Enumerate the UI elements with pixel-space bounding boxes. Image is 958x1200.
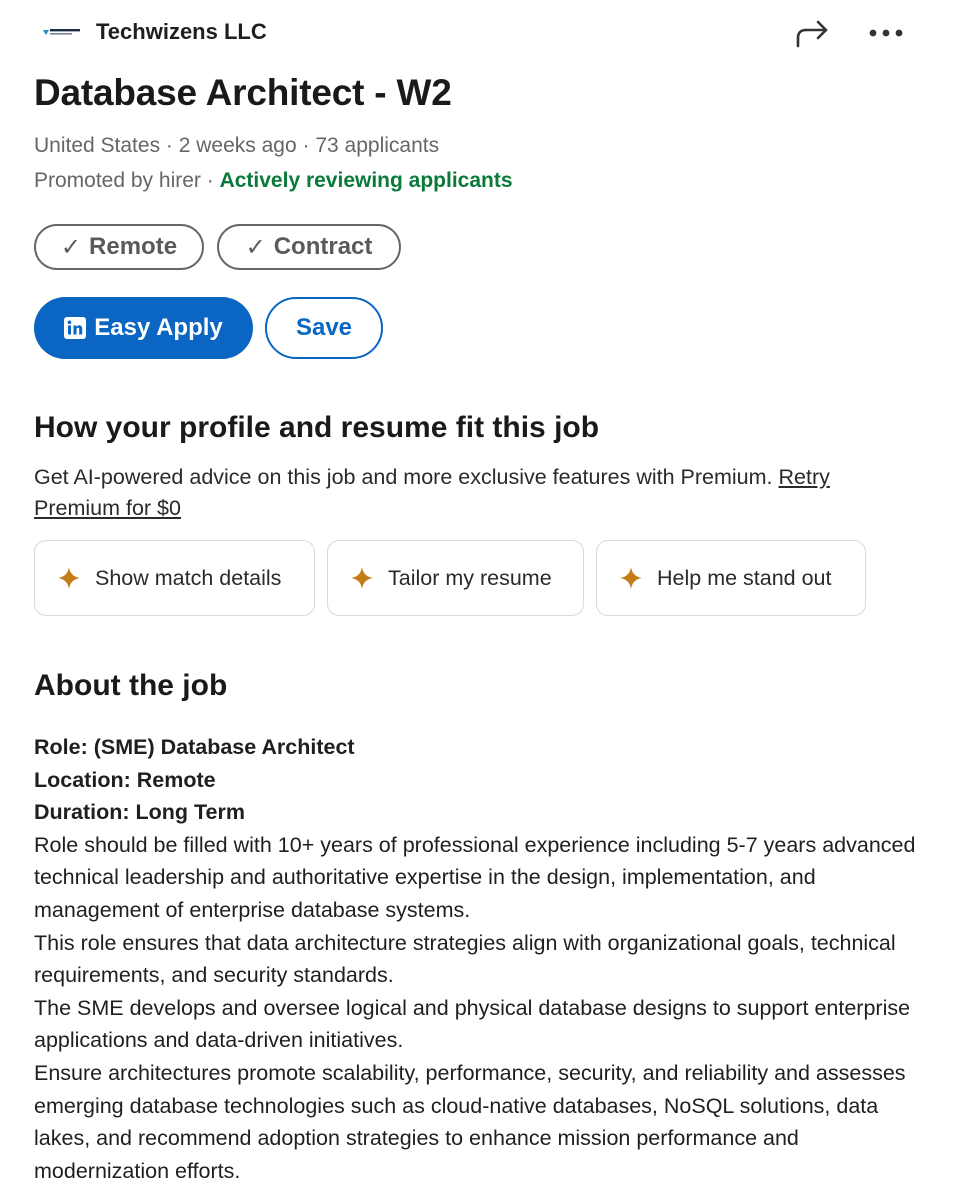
meta-separator: · [200, 169, 220, 192]
share-arrow-icon[interactable] [792, 16, 832, 50]
check-icon: ✓ [245, 233, 266, 261]
job-title: Database Architect - W2 [34, 72, 452, 113]
check-icon: ✓ [60, 233, 82, 261]
meta-separator: · [160, 134, 179, 157]
job-meta [34, 134, 439, 158]
card-label: Show match details [95, 565, 282, 590]
meta-separator: · [296, 134, 316, 157]
linkedin-icon [64, 317, 86, 339]
fit-heading: How your profile and resume fit this job [34, 411, 600, 444]
help-stand-out-button[interactable] [596, 540, 866, 616]
role-line: Role: (SME) Database Architect [34, 735, 355, 759]
company-logo[interactable] [40, 20, 82, 44]
retry-premium-link[interactable]: Retry Premium for $0 [34, 465, 830, 520]
premium-description [34, 462, 914, 524]
promoted-label: Promoted by hirer [34, 169, 201, 192]
description-paragraph: This role ensures that data architecture strategies align with organizational goals, technical requirements, and security standards. [34, 930, 896, 988]
company-name[interactable]: Techwizens LLC [96, 19, 267, 44]
location-line: Location: Remote [34, 767, 216, 792]
card-label: Help me stand out [657, 565, 832, 590]
sparkle-icon [619, 566, 643, 590]
show-match-details-button[interactable] [34, 540, 315, 616]
job-description [34, 731, 934, 1187]
save-button[interactable]: Save [265, 297, 383, 359]
easy-apply-label: Easy Apply [94, 314, 223, 341]
contract-tag[interactable] [217, 224, 401, 270]
job-location: United States [34, 134, 161, 157]
posted-time: 2 weeks ago [178, 134, 297, 157]
applicant-count: 73 applicants [315, 134, 440, 157]
sparkle-icon [350, 566, 374, 590]
tag-label: Remote [89, 233, 178, 260]
tailor-resume-button[interactable] [327, 540, 584, 616]
remote-tag[interactable] [34, 224, 204, 270]
tag-label: Contract [273, 233, 373, 260]
description-paragraph: The SME develops and oversee logical and physical database designs to support enterprise applications and data-driven initiatives. [34, 995, 911, 1053]
sparkle-icon [57, 566, 81, 590]
premium-text: Get AI-powered advice on this job and more exclusive features with Premium. [34, 465, 779, 489]
duration-line: Duration: Long Term [34, 800, 246, 825]
easy-apply-button[interactable] [34, 297, 253, 359]
reviewing-status: Actively reviewing applicants [219, 169, 513, 192]
description-paragraph: Ensure architectures promote scalability, performance, security, and reliability and assesses emerging database technologies such as cloud-native databases, NoSQL solutions, data lakes, and recommend adoption strategies to enhance mission performance and modernization efforts. [34, 1060, 906, 1183]
about-heading: About the job [34, 669, 228, 702]
description-paragraph: Role should be filled with 10+ years of professional experience including 5-7 years advanced technical leadership and authoritative expertise in the design, implementation, and management of enterprise database systems. [34, 832, 916, 922]
hirer-status [34, 169, 513, 193]
more-horizontal-icon[interactable] [864, 16, 908, 50]
card-label: Tailor my resume [388, 565, 552, 590]
top-bar [0, 0, 958, 66]
